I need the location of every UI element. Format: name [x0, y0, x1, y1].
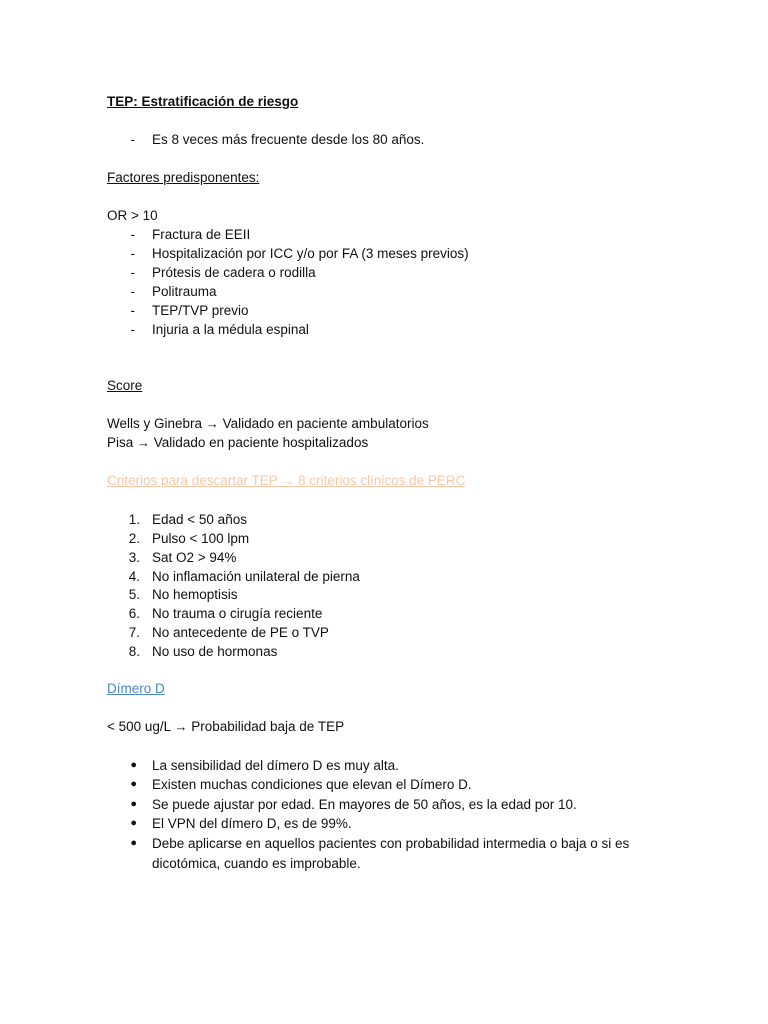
arrow-icon: → — [137, 435, 151, 450]
bullet-icon: ● — [130, 817, 137, 829]
or-label: OR > 10 — [107, 208, 158, 223]
arrow-icon: → — [281, 473, 295, 488]
dimero-heading-link[interactable]: Dímero D — [107, 681, 165, 696]
factores-heading: Factores predisponentes: — [107, 170, 260, 185]
arrow-icon: → — [174, 719, 188, 734]
page-title: TEP: Estratificación de riesgo — [107, 94, 299, 109]
arrow-icon: → — [205, 416, 219, 431]
score-line-pisa: Pisa → Validado en paciente hospitalizados — [107, 435, 369, 450]
bullet-icon: ● — [130, 837, 137, 849]
dash-marker: - — [130, 132, 135, 147]
bullet-icon: ● — [130, 778, 137, 790]
intro-text: Es 8 veces más frecuente desde los 80 años. — [152, 132, 425, 147]
bullet-icon: ● — [130, 759, 137, 771]
dimero-threshold-line: < 500 ug/L → Probabilidad baja de TEP — [107, 719, 345, 734]
bullet-icon: ● — [130, 798, 137, 810]
criterios-heading-link[interactable]: Criterios para descartar TEP → 8 criterios clínicos de PERC — [107, 473, 466, 488]
score-heading: Score — [107, 378, 143, 393]
score-line-wells: Wells y Ginebra → Validado en paciente ambulatorios — [107, 416, 429, 431]
